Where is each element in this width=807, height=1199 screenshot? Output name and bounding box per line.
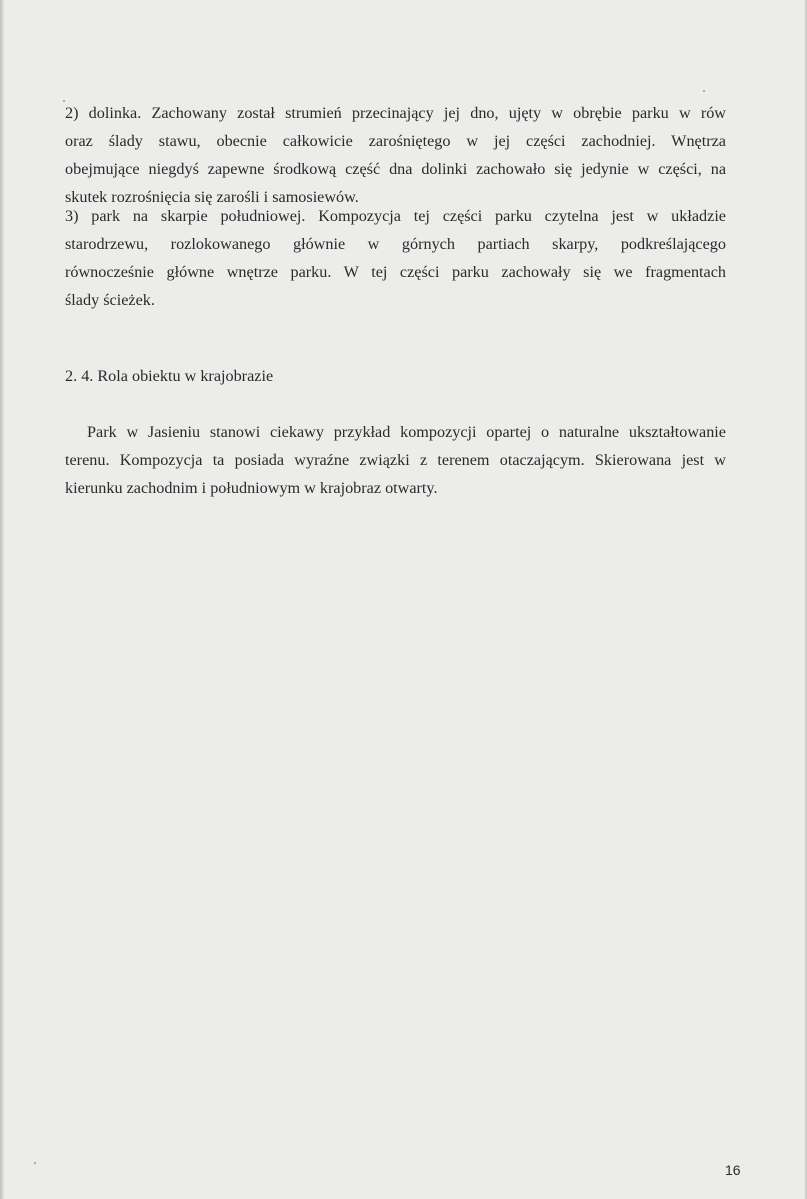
text-line: 2) dolinka. Zachowany został strumień przecinający jej dno, ujęty w obrębie parku w rów (65, 104, 726, 122)
page-number: 16 (725, 1162, 741, 1178)
text-line: Park w Jasieniu stanowi ciekawy przykład kompozycji opartej o naturalne ukształtowanie (87, 423, 726, 441)
text-line: 3) park na skarpie południowej. Kompozycja tej części parku czytelna jest w układzie (65, 207, 726, 225)
section-heading: 2. 4. Rola obiektu w krajobrazie (65, 367, 274, 385)
text-line: skutek rozrośnięcia się zarośli i samosiewów. (65, 188, 359, 206)
scan-speck (703, 90, 705, 92)
scan-speck (34, 1162, 36, 1164)
text-line: oraz ślady stawu, obecnie całkowicie zarośniętego w jej części zachodniej. Wnętrza (65, 132, 726, 150)
text-line: obejmujące niegdyś zapewne środkową część dna dolinki zachowało się jedynie w części, na (65, 160, 726, 178)
text-line: starodrzewu, rozlokowanego głównie w górnych partiach skarpy, podkreślającego (65, 235, 726, 253)
text-line: równocześnie główne wnętrze parku. W tej części parku zachowały się we fragmentach (65, 263, 726, 281)
text-line: terenu. Kompozycja ta posiada wyraźne związki z terenem otaczającym. Skierowana jest w (65, 451, 726, 469)
text-line: ślady ścieżek. (65, 291, 155, 309)
text-line: kierunku zachodnim i południowym w krajobraz otwarty. (65, 479, 438, 497)
scan-edge-left (0, 0, 4, 1199)
